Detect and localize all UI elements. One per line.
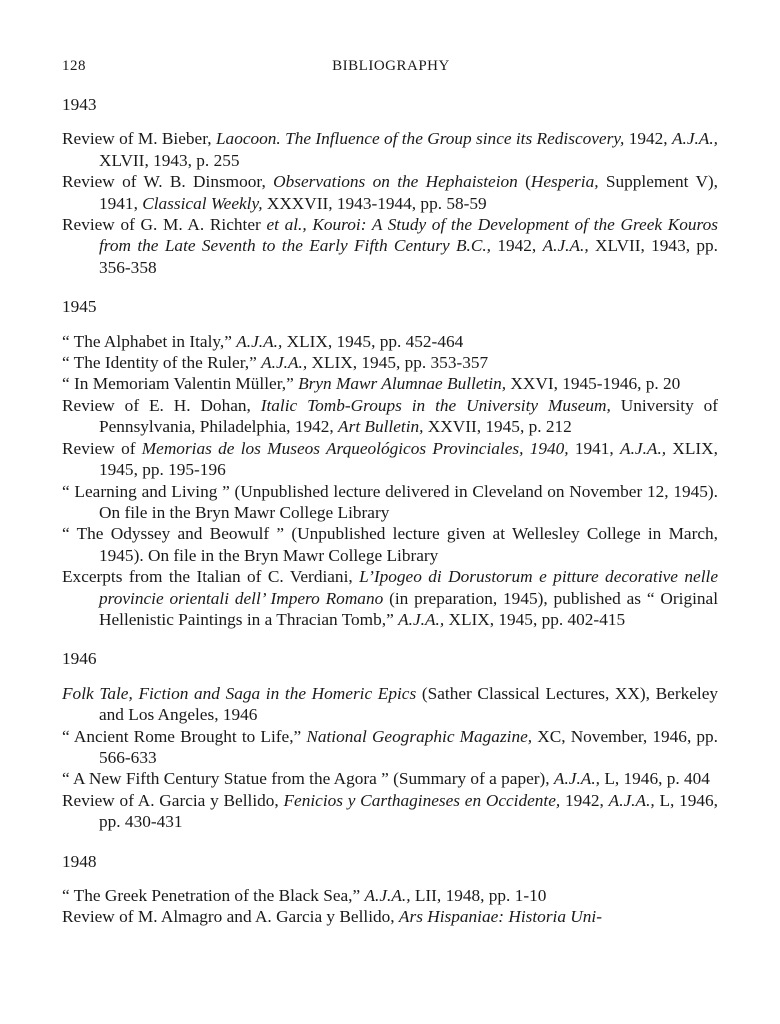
page-number: 128 <box>62 58 86 74</box>
year-heading: 1945 <box>62 297 97 317</box>
entry-text: Excerpts from the Italian of C. Verdiani, <box>62 567 360 587</box>
entry-italic-text: A.J.A., <box>553 769 600 789</box>
bibliography-entry <box>62 373 718 394</box>
entry-text: Review of E. H. Dohan, <box>62 395 261 415</box>
entry-text: XLIX, 1945, pp. 402-415 <box>444 609 626 629</box>
entry-italic-text: A.J.A., <box>261 353 308 373</box>
entry-text: 1942, <box>624 129 672 149</box>
bibliography-entry <box>62 352 718 373</box>
entry-text: (Sather Classical Lectures, XX), Berkeley and Los Angeles, 1946 <box>99 683 719 725</box>
entry-text: 1941, <box>568 438 621 458</box>
bibliography-entry <box>62 438 718 481</box>
entry-italic-text: Fenicios y Carthagineses en Occidente, <box>283 790 561 810</box>
bibliography-entry <box>62 726 718 769</box>
year-section <box>62 648 718 832</box>
bibliography-body <box>62 94 718 946</box>
bibliography-entry <box>62 128 718 171</box>
entry-italic-text: A.J.A., <box>542 236 589 256</box>
entry-text: University of Pennsylvania, Philadelphia, 1942, <box>99 395 719 437</box>
entry-italic-text: Ars Hispaniae: Historia Uni- <box>398 907 602 927</box>
entry-italic-text: Italic Tomb-Groups in the University Museum, <box>260 395 611 415</box>
bibliography-entry <box>62 768 718 789</box>
entry-text: “ Ancient Rome Brought to Life,” <box>62 726 307 746</box>
entry-text: (in preparation, 1945), published as “ Original Hellenistic Paintings in a Thracian Tomb,” <box>99 588 718 629</box>
entry-text: Review of M. Almagro and A. Garcia y Bellido, <box>62 907 399 927</box>
entry-text: Supplement V), 1941, <box>99 172 719 213</box>
entry-italic-text: Laocoon. The Influence of the Group since its Rediscovery, <box>215 129 625 149</box>
entry-text: “ A New Fifth Century Statue from the Agora ” (Summary of a paper), <box>62 769 554 789</box>
entry-italic-text: A.J.A., <box>671 129 719 149</box>
entry-italic-text: Classical Weekly, <box>142 193 263 213</box>
year-heading: 1943 <box>62 95 97 114</box>
entry-italic-text: A.J.A., <box>364 886 411 905</box>
entry-text: Review of M. Bieber, <box>62 129 216 149</box>
year-heading: 1948 <box>62 851 97 871</box>
bibliography-entry <box>62 523 718 566</box>
bibliography-entry <box>62 171 718 214</box>
entry-text: “ The Identity of the Ruler,” <box>62 353 262 373</box>
entry-italic-text: A.J.A., <box>236 331 283 351</box>
bibliography-entry <box>62 395 718 438</box>
entry-text: XXVII, 1945, p. 212 <box>423 417 572 437</box>
entry-text: LII, 1948, pp. 1-10 <box>410 886 547 905</box>
entry-text: XLIX, 1945, pp. 195-196 <box>99 438 718 480</box>
entry-text: XLVII, 1943, p. 255 <box>99 150 240 170</box>
bibliography-entry <box>62 481 718 524</box>
entry-italic-text: Memorias de los Museos Arqueológicos Provinciales, 1940, <box>141 438 569 458</box>
bibliography-entry <box>62 906 718 927</box>
running-head <box>62 58 720 80</box>
year-section <box>62 851 718 928</box>
year-heading: 1946 <box>62 649 97 669</box>
entry-text: “ The Odyssey and Beowulf ” (Unpublished lecture given at Wellesley College in March, 1945). On file in the Bryn Mawr College Library <box>62 524 718 565</box>
entry-text: XXXVII, 1943-1944, pp. 58-59 <box>262 193 487 213</box>
entry-text: Review of G. M. A. Richter <box>62 215 267 235</box>
entry-text: XC, November, 1946, pp. 566-633 <box>99 726 718 767</box>
entry-text: 1942, <box>491 236 543 256</box>
bibliography-entry <box>62 566 718 630</box>
entry-text: ( <box>517 172 531 192</box>
entry-text: XLVII, 1943, pp. 356-358 <box>99 236 718 277</box>
entry-list <box>62 331 718 631</box>
entry-text: “ In Memoriam Valentin Müller,” <box>62 374 299 394</box>
bibliography-entry <box>62 214 718 278</box>
entry-text: “ Learning and Living ” (Unpublished lecture delivered in Cleveland on November 12, 1945). On file in the Bryn Mawr College Library <box>62 481 718 522</box>
entry-italic-text: L’Ipogeo di Dorustorum e pitture decorative nelle provincie orientali dell’ Impero Romano <box>99 567 718 608</box>
entry-text: XLIX, 1945, pp. 353-357 <box>307 353 489 373</box>
entry-italic-text: National Geographic Magazine, <box>306 726 533 746</box>
entry-italic-text: A.J.A., <box>608 790 655 810</box>
entry-text: XLIX, 1945, pp. 452-464 <box>282 331 464 351</box>
entry-italic-text: Hesperia, <box>530 172 599 192</box>
entry-italic-text: Art Bulletin, <box>338 417 424 437</box>
entry-italic-text: Bryn Mawr Alumnae Bulletin, <box>298 374 507 394</box>
entry-italic-text: A.J.A., <box>398 609 445 629</box>
entry-text: “ The Alphabet in Italy,” <box>62 331 237 351</box>
bibliography-entry <box>62 331 718 352</box>
entry-italic-text: Folk Tale, Fiction and Saga in the Homeric Epics <box>62 683 417 703</box>
entry-text: “ The Greek Penetration of the Black Sea,” <box>62 886 365 905</box>
entry-italic-text: et al., Kouroi: A Study of the Development of the Greek Kouros from the Late Seventh to the Early Fifth Century B.C., <box>99 215 718 256</box>
entry-italic-text: Observations on the Hephaisteion <box>273 172 518 192</box>
entry-text: Review of <box>62 438 142 458</box>
entry-text: XXVI, 1945-1946, p. 20 <box>506 374 681 394</box>
entry-text: Review of W. B. Dinsmoor, <box>62 172 274 192</box>
entry-text: L, 1946, p. 404 <box>600 769 710 789</box>
entry-text: 1942, <box>560 790 609 810</box>
bibliography-entry <box>62 790 718 833</box>
year-section <box>62 94 718 278</box>
running-title: BIBLIOGRAPHY <box>332 58 450 74</box>
bibliography-entry <box>62 885 718 906</box>
entry-italic-text: A.J.A., <box>620 438 667 458</box>
bibliography-entry <box>62 683 718 726</box>
year-section <box>62 296 718 630</box>
entry-text: Review of A. Garcia y Bellido, <box>62 790 284 810</box>
entry-list <box>62 128 718 278</box>
entry-list <box>62 885 718 928</box>
entry-text: L, 1946, pp. 430-431 <box>99 790 718 832</box>
entry-list <box>62 683 718 833</box>
